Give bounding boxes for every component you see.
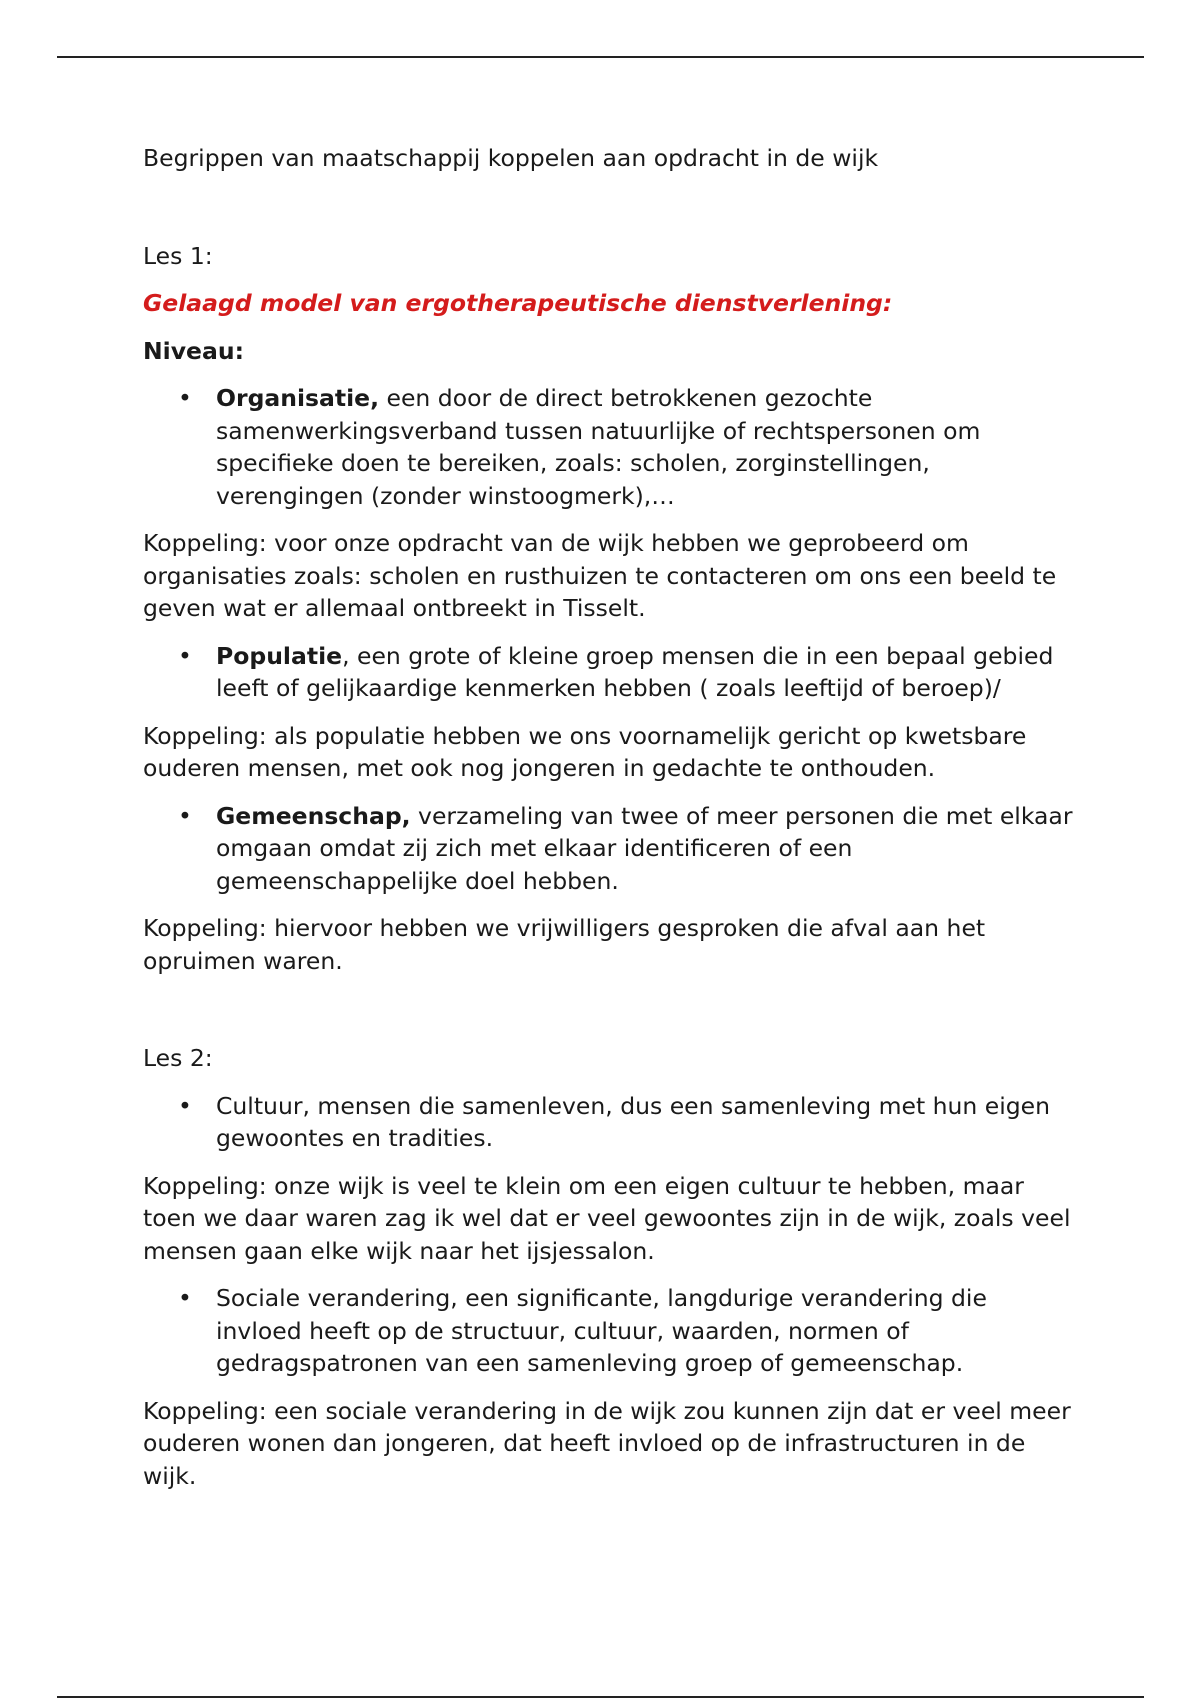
koppeling-paragraph: Koppeling: als populatie hebben we ons voornamelijk gericht op kwetsbare ouderen mensen, met ook nog jongeren in gedachte te onthouden.: [143, 721, 1027, 782]
term-label: Populatie: [216, 641, 343, 670]
bullet-list: [143, 1282, 1073, 1380]
bullet-list: [143, 640, 1073, 705]
bullet-icon: •: [178, 641, 192, 670]
bullet-icon: •: [178, 1284, 192, 1312]
term-definition: , een grote of kleine groep mensen die in een bepaal gebied leeft of gelijkaardige kenmerken hebben ( zoals leeftijd of beroep)/: [216, 641, 1054, 702]
list-item: [143, 800, 1073, 898]
term-label: Gemeenschap,: [216, 801, 411, 830]
bullet-icon: •: [178, 384, 192, 412]
bullet-icon: •: [178, 1091, 192, 1120]
koppeling-paragraph: Koppeling: hiervoor hebben we vrijwilligers gesproken die afval aan het opruimen waren.: [143, 914, 986, 975]
bullet-icon: •: [178, 801, 192, 830]
niveau-heading: Niveau:: [143, 336, 244, 365]
term-definition: Sociale verandering, een significante, langdurige verandering die invloed heeft op de structuur, cultuur, waarden, normen of gedragspatronen van een samenleving groep of gemeenschap.: [216, 1284, 987, 1377]
model-heading: Gelaagd model van ergotherapeutische dienstverlening:: [143, 289, 893, 317]
term-definition: een door de direct betrokkenen gezochte samenwerkingsverband tussen natuurlijke of rechtspersonen om specifieke doen te bereiken, zoals: scholen, zorginstellingen, verengingen (zonder winstoogmerk),…: [216, 384, 981, 510]
header-rule: [57, 56, 1144, 58]
list-item: [143, 640, 1073, 705]
term-definition: verzameling van twee of meer personen die met elkaar omgaan omdat zij zich met elkaar identificeren of een gemeenschappelijke doel hebben.: [216, 801, 1073, 895]
koppeling-paragraph: Koppeling: onze wijk is veel te klein om een eigen cultuur te hebben, maar toen we daar waren zag ik wel dat er veel gewoontes zijn in de wijk, zoals veel mensen gaan elke wijk naar het ijsjessalon.: [143, 1171, 1071, 1265]
bullet-list: [143, 800, 1073, 898]
koppeling-paragraph: Koppeling: voor onze opdracht van de wijk hebben we geprobeerd om organisaties zoals: scholen en rusthuizen te contacteren om ons een beeld te geven wat er allemaal ontbreekt in Tisselt.: [143, 529, 1057, 622]
bullet-list: [143, 382, 1073, 512]
list-item: [143, 1282, 1073, 1380]
lesson-2-label: Les 2:: [143, 1044, 213, 1072]
document-body: [143, 142, 1073, 1507]
list-item: [143, 1090, 1073, 1155]
bullet-list: [143, 1090, 1073, 1155]
term-label: Organisatie,: [216, 384, 380, 412]
koppeling-paragraph: Koppeling: een sociale verandering in de wijk zou kunnen zijn dat er veel meer ouderen wonen dan jongeren, dat heeft invloed op de infrastructuren in de wijk.: [143, 1396, 1071, 1490]
footer-rule: [57, 1696, 1144, 1698]
term-definition: Cultuur, mensen die samenleven, dus een samenleving met hun eigen gewoontes en tradities.: [216, 1091, 1051, 1152]
document-title: Begrippen van maatschappij koppelen aan opdracht in de wijk: [143, 144, 879, 172]
list-item: [143, 382, 1073, 512]
lesson-1-label: Les 1:: [143, 241, 213, 270]
